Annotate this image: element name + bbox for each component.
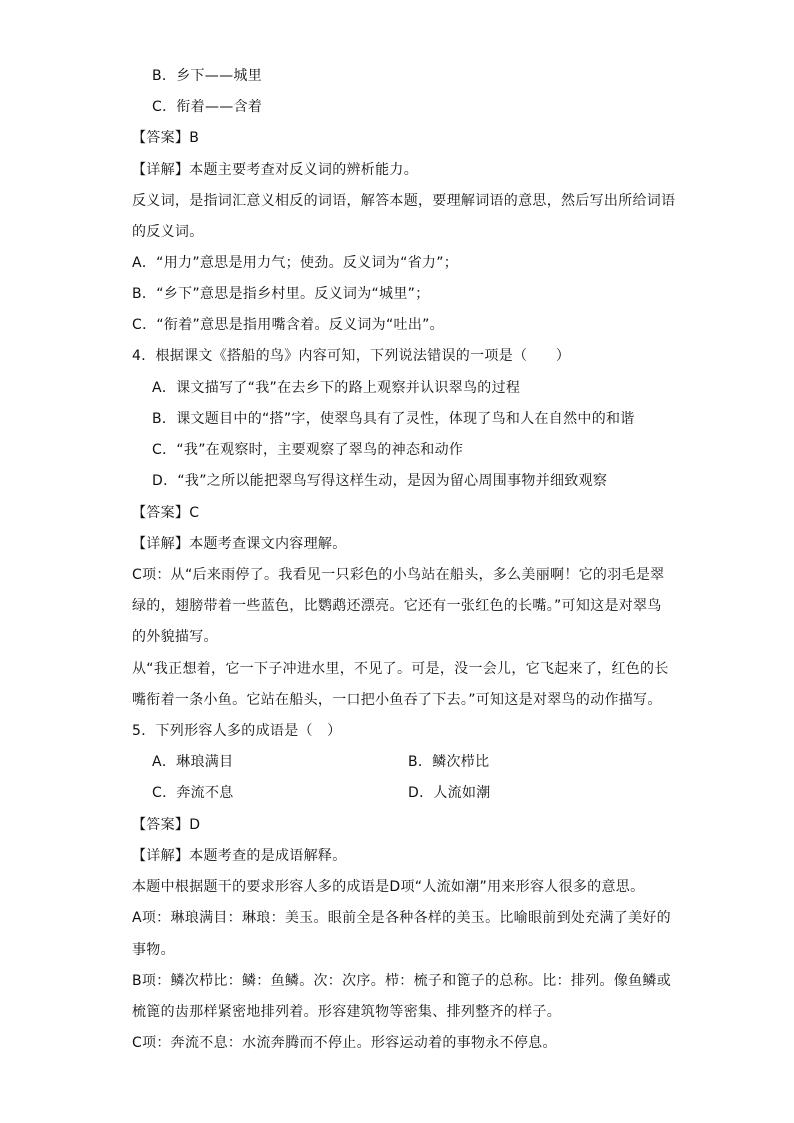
q4-option-c: C．“我”在观察时，主要观察了翠鸟的神态和动作 — [152, 442, 464, 458]
q5-answer: 【答案】D — [132, 817, 201, 833]
q4-explanation-line: 绿的，翅膀带着一些蓝色，比鹦鹉还漂亮。它还有一张红色的长嘴。”可知这是对翠鸟 — [132, 598, 662, 614]
q5-explanation-b-cont: 梳篦的齿那样紧密地排列着。形容建筑物等密集、排列整齐的样子。 — [132, 1004, 561, 1020]
q3-explanation-line: 反义词，是指词汇意义相反的词语，解答本题，要理解词语的意思，然后写出所给词语 — [132, 193, 676, 209]
q5-option-d: D．人流如潮 — [408, 785, 491, 801]
q5-explanation-b: B项：鳞次栉比：鳞：鱼鳞。次：次序。栉：梳子和篦子的总称。比：排列。像鱼鳞或 — [132, 973, 672, 989]
q3-explanation-b: B．“乡下”意思是指乡村里。反义词为“城里”； — [132, 286, 430, 302]
q5-option-a: A．琳琅满目 — [152, 754, 234, 770]
q3-answer: 【答案】B — [132, 130, 200, 146]
q4-option-a: A．课文描写了“我”在去乡下的路上观察并认识翠鸟的过程 — [152, 380, 521, 396]
q4-stem: 4．根据课文《搭船的鸟》内容可知，下列说法错误的一项是（ ） — [132, 348, 571, 364]
q5-explanation-a: A项：琳琅满目：琳琅：美玉。眼前全是各种各样的美玉。比喻眼前到处充满了美好的 — [132, 910, 671, 926]
q4-option-b: B．课文题目中的“搭”字，使翠鸟具有了灵性，体现了鸟和人在自然中的和谐 — [152, 411, 635, 427]
q3-explanation: 【详解】本题主要考查对反义词的辨析能力。 — [132, 162, 418, 178]
q4-explanation-line: 嘴衔着一条小鱼。它站在船头，一口把小鱼吞了下去。”可知这是对翠鸟的动作描写。 — [132, 692, 662, 708]
q5-option-b: B．鳞次栉比 — [408, 754, 490, 770]
q3-option-c: C．衔着——含着 — [152, 99, 263, 115]
q3-explanation-a: A．“用力”意思是用力气；使劲。反义词为“省力”； — [132, 255, 459, 271]
q4-explanation: 【详解】本题考查课文内容理解。 — [132, 536, 347, 552]
q5-option-c: C．奔流不息 — [152, 785, 234, 801]
q4-explanation-line: 的外貌描写。 — [132, 629, 218, 645]
q5-stem: 5．下列形容人多的成语是（ ） — [132, 723, 342, 739]
q4-answer: 【答案】C — [132, 505, 200, 521]
q5-explanation-c: C项：奔流不息：水流奔腾而不停止。形容运动着的事物永不停息。 — [132, 1035, 557, 1051]
q4-explanation-line: 从“我正想着，它一下子冲进水里，不见了。可是，没一会儿，它飞起来了，红色的长 — [132, 661, 669, 677]
q4-explanation-line: C项：从“后来雨停了。我看见一只彩色的小鸟站在船头，多么美丽啊！它的羽毛是翠 — [132, 567, 665, 583]
q3-explanation-c: C．“衔着”意思是指用嘴含着。反义词为“吐出”。 — [132, 317, 444, 333]
q5-explanation-a-cont: 事物。 — [132, 942, 175, 958]
q3-option-b: B．乡下——城里 — [152, 68, 263, 84]
q3-explanation-line: 的反义词。 — [132, 224, 204, 240]
q5-explanation-line: 本题中根据题干的要求形容人多的成语是D项“人流如潮”用来形容人很多的意思。 — [132, 879, 645, 895]
q4-option-d: D．“我”之所以能把翠鸟写得这样生动，是因为留心周围事物并细致观察 — [152, 473, 608, 489]
q5-explanation: 【详解】本题考查的是成语解释。 — [132, 848, 347, 864]
